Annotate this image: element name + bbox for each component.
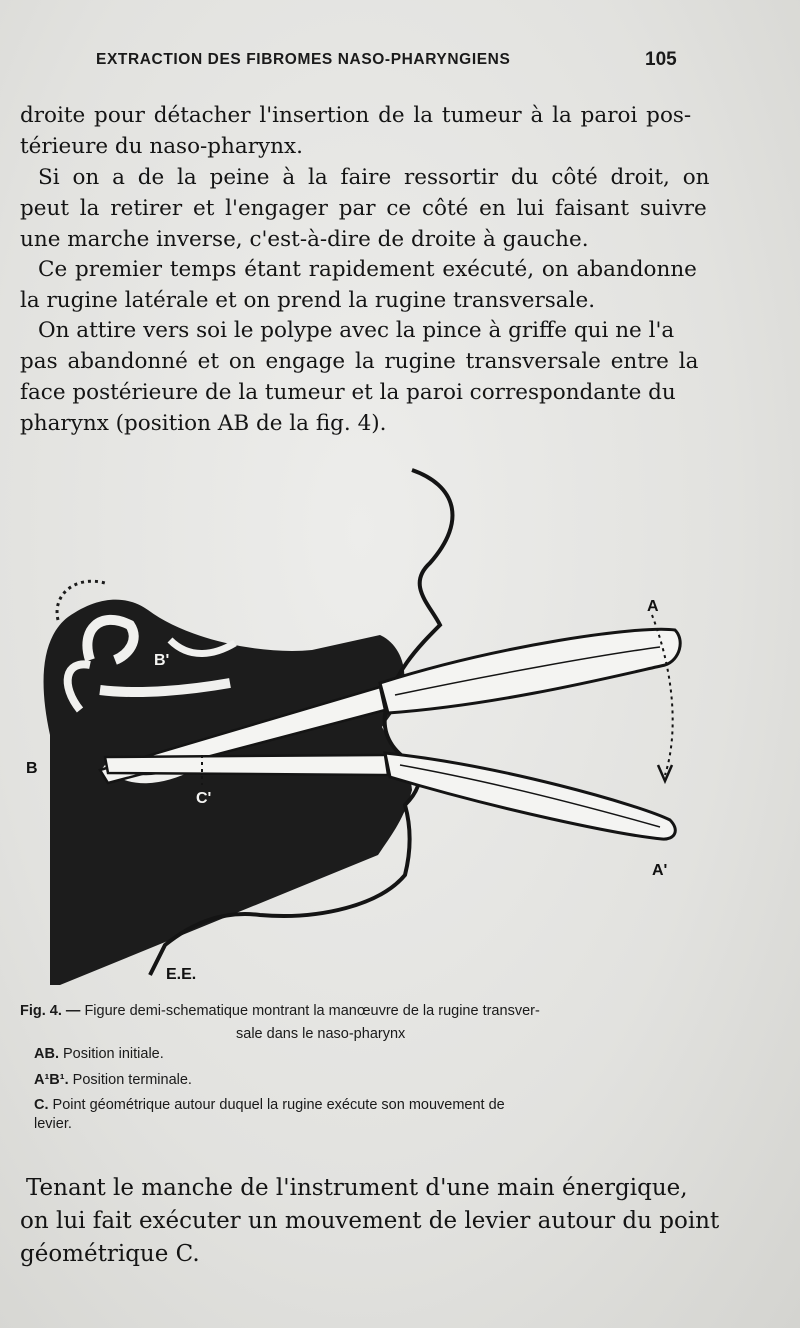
caption-text: Figure demi-schematique montrant la manœuvre de la rugine transver- [84, 1003, 540, 1019]
text-line: une marche inverse, c'est-à-dire de droite à gauche. [20, 227, 589, 252]
label-a-prime: A' [652, 862, 668, 879]
text-line: pas abandonné et on engage la rugine transversale entre la [20, 349, 699, 374]
legend-item [34, 1046, 164, 1062]
closing-paragraph [20, 1172, 720, 1271]
figure-caption-line-1 [20, 1003, 540, 1019]
text-line: peut la retirer et l'engager par ce côté en lui faisant suivre [20, 196, 707, 221]
caption-figure-number: Fig. 4. — [20, 1003, 81, 1019]
legend-item [34, 1097, 505, 1113]
text-line: droite pour détacher l'insertion de la tumeur à la paroi pos- [20, 103, 692, 128]
label-a: A [647, 598, 659, 615]
figure-caption-line-2: sale dans le naso-pharynx [236, 1026, 406, 1042]
legend-key: C. [34, 1097, 49, 1113]
text-line: face postérieure de la tumeur et la paroi correspondante du [20, 380, 676, 405]
anatomical-figure [20, 465, 700, 985]
legend-text: Position terminale. [72, 1072, 192, 1088]
paragraph-1 [20, 100, 692, 162]
text-line: Si on a de la peine à la faire ressortir du côté droit, on [38, 165, 710, 190]
paragraph-2 [20, 162, 710, 255]
text-line: On attire vers soi le polype avec la pince à griffe qui ne l'a [38, 318, 675, 343]
paragraph-4 [20, 315, 699, 439]
head-silhouette [44, 581, 412, 985]
text-line: Tenant le manche de l'instrument d'une main énergique, [26, 1175, 688, 1201]
text-line: géométrique C. [20, 1241, 200, 1267]
text-line: Ce premier temps étant rapidement exécuté, on abandonne [38, 257, 697, 282]
legend-key: AB. [34, 1046, 59, 1062]
page-number: 105 [645, 49, 677, 70]
text-line: on lui fait exécuter un mouvement de levier autour du point [20, 1208, 720, 1234]
label-b: B [26, 760, 38, 777]
legend-key: A¹B¹. [34, 1072, 69, 1088]
text-line: pharynx (position AB de la fig. 4). [20, 411, 387, 436]
paragraph-3 [20, 254, 697, 316]
label-c-prime: C' [196, 790, 212, 807]
legend-continuation: levier. [34, 1116, 72, 1132]
text-line: la rugine latérale et on prend la rugine transversale. [20, 288, 596, 313]
legend-text: Point géométrique autour duquel la rugine exécute son mouvement de [52, 1097, 505, 1113]
legend-item [34, 1072, 192, 1088]
legend-text: Position initiale. [63, 1046, 164, 1062]
label-b-prime: B' [154, 652, 170, 669]
text-line: térieure du naso-pharynx. [20, 134, 303, 159]
artist-signature: E.E. [166, 966, 197, 983]
running-header: EXTRACTION DES FIBROMES NASO-PHARYNGIENS [96, 51, 511, 68]
